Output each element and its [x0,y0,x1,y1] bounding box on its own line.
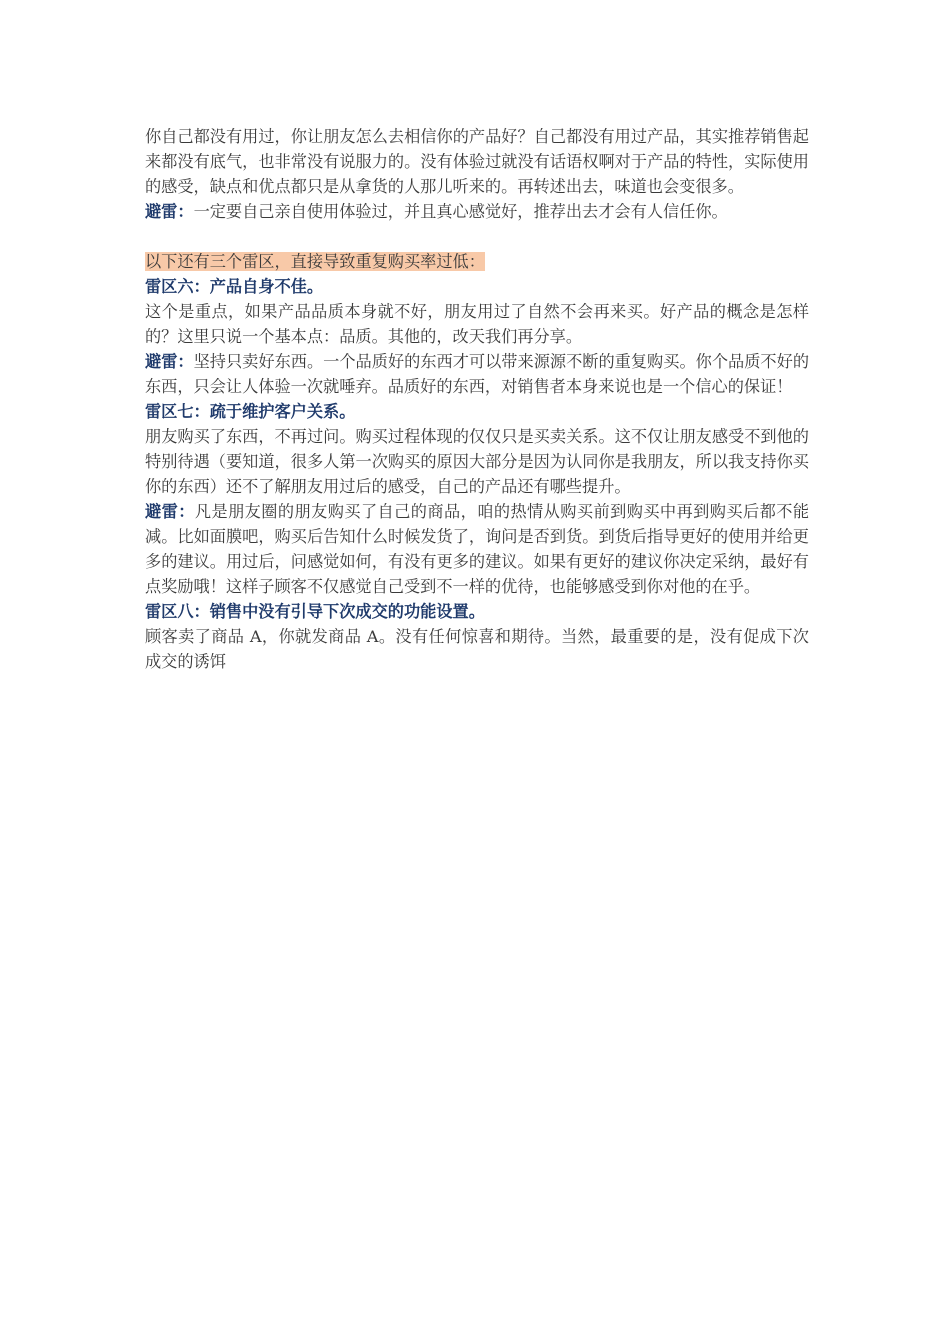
blank-line [145,224,809,249]
avoid-label: 避雷： [145,202,194,221]
section-avoid-six [145,349,809,399]
section-body-six: 这个是重点，如果产品品质本身就不好，朋友用过了自然不会再来买。好产品的概念是怎样的？这里只说一个基本点：品质。其他的，改天我们再分享。 [145,302,809,346]
avoid-text: 一定要自己亲自使用体验过，并且真心感觉好，推荐出去才会有人信任你。 [193,202,728,221]
section-avoid-seven [145,499,809,599]
avoid-text: 坚持只卖好东西。一个品质好的东西才可以带来源源不断的重复购买。你个品质不好的东西，只会让人体验一次就唾弃。品质好的东西，对销售者本身来说也是一个信心的保证！ [145,352,810,396]
section-body-seven: 朋友购买了东西，不再过问。购买过程体现的仅仅只是买卖关系。这不仅让朋友感受不到他的特别待遇（要知道，很多人第一次购买的原因大部分是因为认同你是我朋友，所以我支持你买你的东西）还不了解朋友用过后的感受，自己的产品还有哪些提升。 [145,427,809,496]
intro-avoid-paragraph [145,199,809,224]
highlight-line [145,249,809,274]
avoid-label: 避雷： [145,352,194,371]
document-page [145,124,809,674]
intro-paragraph: 你自己都没有用过，你让朋友怎么去相信你的产品好？自己都没有用过产品，其实推荐销售起来都没有底气，也非常没有说服力的。没有体验过就没有话语权啊对于产品的特性，实际使用的感受，缺点和优点都只是从拿货的人那儿听来的。再转述出去，味道也会变很多。 [145,127,809,196]
avoid-text: 凡是朋友圈的朋友购买了自己的商品，咱的热情从购买前到购买中再到购买后都不能减。比如面膜吧，购买后告知什么时候发货了，询问是否到货。到货后指导更好的使用并给更多的建议。用过后，问感觉如何，有没有更多的建议。如果有更好的建议你决定采纳，最好有点奖励哦！这样子顾客不仅感觉自己受到不一样的优待，也能够感受到你对他的在乎。 [145,502,810,596]
highlighted-intro: 以下还有三个雷区，直接导致重复购买率过低： [145,252,485,271]
section-heading-six: 雷区六：产品自身不佳。 [145,277,324,296]
section-heading-seven: 雷区七：疏于维护客户关系。 [145,402,356,421]
section-heading-eight: 雷区八：销售中没有引导下次成交的功能设置。 [145,602,485,621]
section-body-eight: 顾客卖了商品 A，你就发商品 A。没有任何惊喜和期待。当然，最重要的是，没有促成下次成交的诱饵 [145,627,809,671]
avoid-label: 避雷： [145,502,195,521]
